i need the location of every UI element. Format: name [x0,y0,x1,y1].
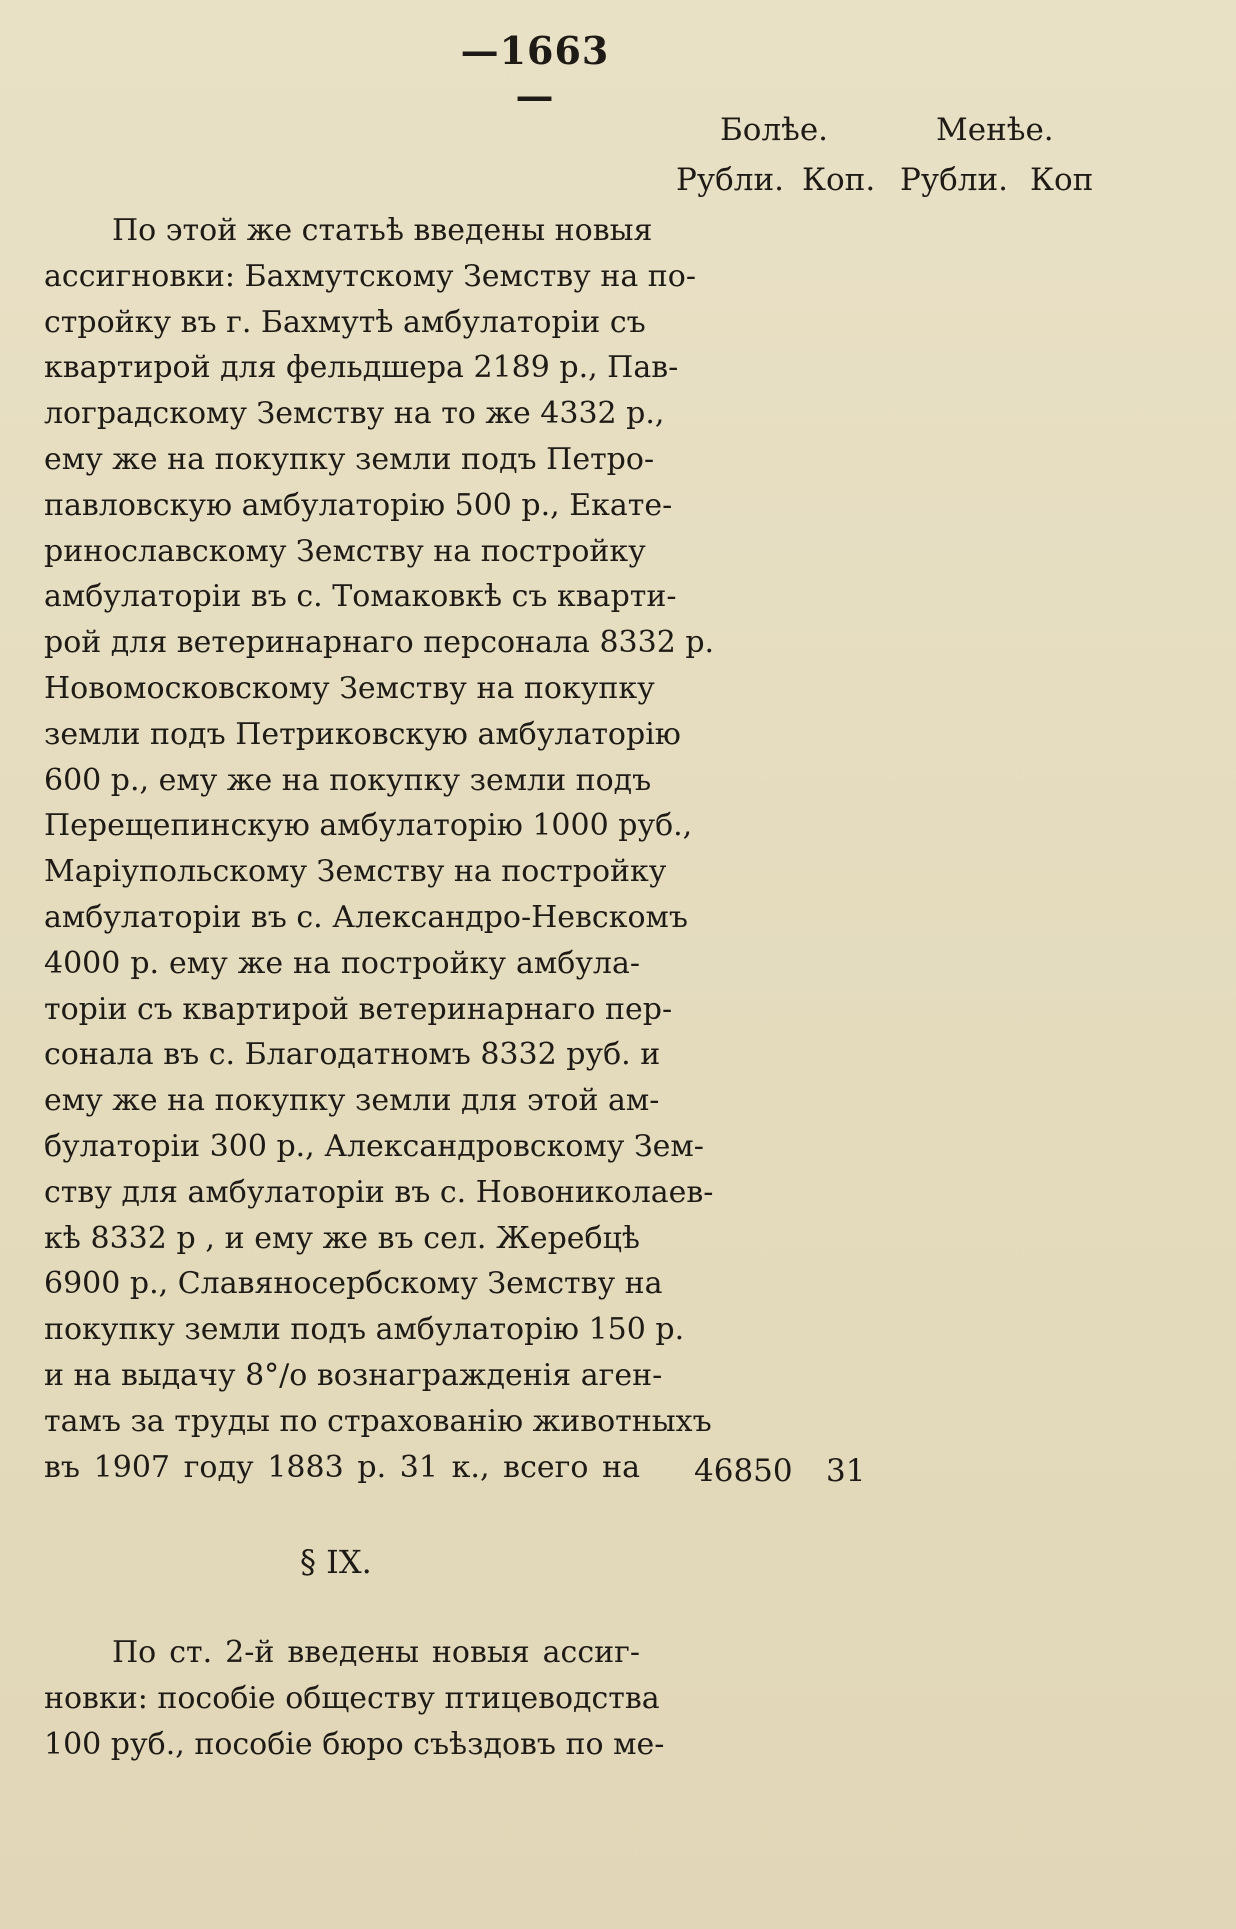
text-line: квартирой для фельдшера 2189 р., Пав- [44,350,679,386]
paragraph-section-ix [44,1630,665,1767]
column-header-less: Менѣе. [936,112,1054,148]
text-line: По ст. 2-й введены новыя ассиг- [112,1635,640,1670]
text-line: 100 руб., пособіе бюро съѣздовъ по ме- [44,1726,665,1762]
text-line: ему же на покупку земли для этой ам- [44,1083,660,1119]
text-line: земли подъ Петриковскую амбулаторію [44,716,681,752]
text-line: булаторіи 300 р., Александровскому Зем- [44,1128,704,1164]
text-line: и на выдачу 8°/о вознагражденія аген- [44,1357,663,1393]
text-line: сонала въ с. Благодатномъ 8332 руб. и [44,1037,661,1073]
text-line: ему же на покупку земли подъ Петро- [44,441,655,477]
text-line: амбулаторіи въ с. Александро-Невскомъ [44,899,688,935]
text-line: ству для амбулаторіи въ с. Новониколаев- [44,1174,714,1210]
text-line: Перещепинскую амбулаторію 1000 руб., [44,808,693,844]
text-line: тамъ за труды по страхованію животныхъ [44,1403,712,1439]
total-kopecks: 31 [826,1453,866,1489]
column-subheader-rubles-less: Рубли. [900,162,1008,198]
text-line: торіи съ квартирой ветеринарнаго пер- [44,991,673,1027]
text-line: Маріупольскому Земству на постройку [44,854,667,890]
text-line: амбулаторіи въ с. Томаковкѣ съ кварти- [44,579,677,615]
text-line: кѣ 8332 р , и ему же въ сел. Жеребцѣ [44,1220,640,1256]
text-line: 600 р., ему же на покупку земли подъ [44,762,652,798]
column-subheader-rubles-more: Рубли. [676,162,784,198]
text-line: По этой же статьѣ введены новыя [112,213,653,248]
column-subheader-kopecks-less: Коп [1030,162,1094,198]
text-line: 6900 р., Славяносербскому Земству на [44,1266,663,1302]
column-subheader-kopecks-more: Коп. [802,162,876,198]
text-line: ринославскому Земству на постройку [44,533,646,569]
text-line: лоградскому Земству на то же 4332 р., [44,396,665,432]
page-number: —1663— [460,28,610,118]
text-line: покупку земли подъ амбулаторію 150 р. [44,1312,685,1348]
total-rubles: 46850 [694,1453,793,1489]
section-heading: § IX. [300,1543,372,1581]
text-line: новки: пособіе обществу птицеводства [44,1680,660,1716]
text-line: рой для ветеринарнаго персонала 8332 р. [44,625,715,661]
text-line: въ 1907 году 1883 р. 31 к., всего на [44,1449,640,1485]
column-header-more: Болѣе. [720,112,829,148]
text-line: Новомосковскому Земству на покупку [44,670,655,706]
paragraph-new-allocations [44,208,715,1490]
text-line: павловскую амбулаторію 500 р., Екате- [44,487,673,523]
text-line: 4000 р. ему же на постройку амбула- [44,945,640,981]
text-line: ассигновки: Бахмутскому Земству на по- [44,258,696,294]
text-line: стройку въ г. Бахмутѣ амбулаторіи съ [44,304,646,340]
